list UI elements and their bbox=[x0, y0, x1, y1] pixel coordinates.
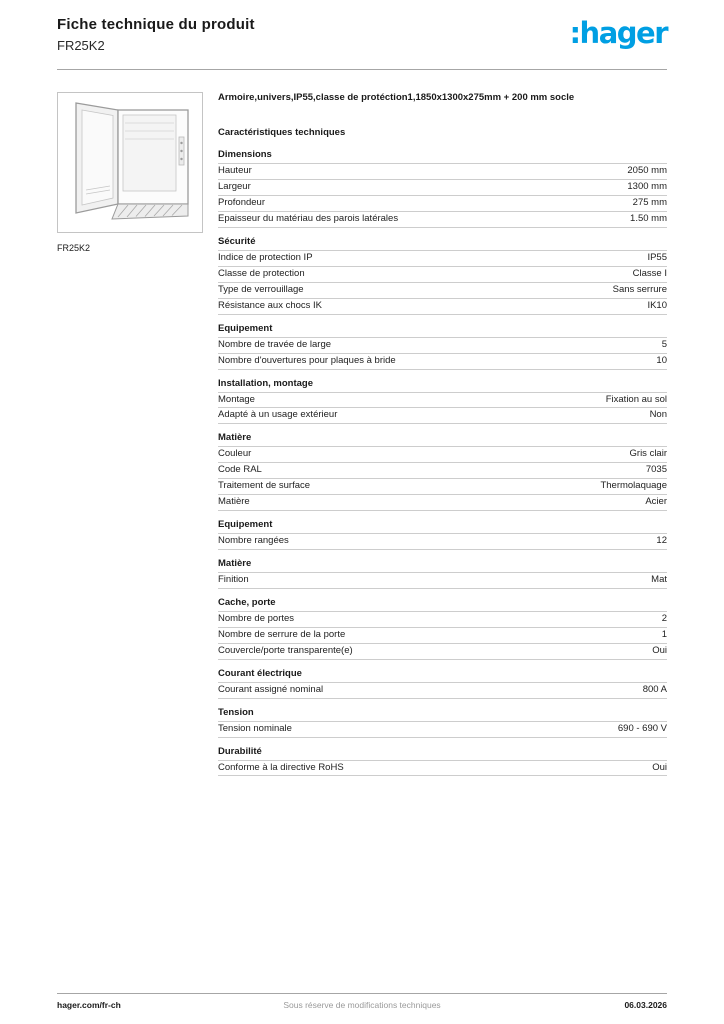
spec-label: Indice de protection IP bbox=[218, 252, 313, 264]
spec-label: Finition bbox=[218, 574, 249, 586]
spec-section-title: Sécurité bbox=[218, 236, 256, 248]
spec-value: 275 mm bbox=[632, 197, 667, 209]
spec-label: Type de verrouillage bbox=[218, 283, 304, 295]
spec-section bbox=[218, 519, 667, 550]
spec-table bbox=[218, 392, 667, 425]
spec-section-title: Courant électrique bbox=[218, 667, 302, 679]
spec-table bbox=[218, 250, 667, 315]
spec-row bbox=[218, 250, 667, 266]
page-title: Fiche technique du produit bbox=[57, 16, 255, 33]
spec-section bbox=[218, 597, 667, 660]
spec-row bbox=[218, 682, 667, 698]
spec-section-title: Matière bbox=[218, 558, 252, 570]
spec-table bbox=[218, 682, 667, 699]
spec-row bbox=[218, 163, 667, 179]
spec-section bbox=[218, 432, 667, 511]
spec-section-title: Matière bbox=[218, 432, 252, 444]
spec-value: 5 bbox=[661, 338, 667, 350]
spec-section-title: Cache, porte bbox=[218, 596, 276, 608]
spec-value: 7035 bbox=[645, 464, 667, 476]
spec-label: Couvercle/porte transparente(e) bbox=[218, 644, 353, 656]
spec-section-title: Dimensions bbox=[218, 149, 272, 161]
spec-section bbox=[218, 323, 667, 370]
spec-row bbox=[218, 533, 667, 549]
spec-table bbox=[218, 611, 667, 660]
spec-value: Classe I bbox=[632, 267, 667, 279]
product-image-caption: FR25K2 bbox=[57, 243, 91, 253]
spec-label: Matière bbox=[218, 496, 250, 508]
spec-section-title: Equipement bbox=[218, 519, 273, 531]
spec-label: Hauteur bbox=[218, 165, 252, 177]
spec-table bbox=[218, 337, 667, 370]
spec-value: 1 bbox=[661, 628, 667, 640]
spec-table bbox=[218, 760, 667, 777]
product-reference: FR25K2 bbox=[57, 38, 105, 53]
spec-row bbox=[218, 494, 667, 510]
spec-table bbox=[218, 163, 667, 228]
footer bbox=[57, 993, 667, 1010]
spec-value: Mat bbox=[651, 574, 667, 586]
spec-row bbox=[218, 282, 667, 298]
spec-label: Profondeur bbox=[218, 197, 266, 209]
spec-row bbox=[218, 266, 667, 282]
cabinet-drawing-icon bbox=[66, 101, 194, 225]
spec-section-title: Equipement bbox=[218, 322, 273, 334]
spec-section bbox=[218, 746, 667, 777]
specifications-column bbox=[218, 92, 667, 776]
spec-value: Non bbox=[649, 409, 667, 421]
spec-value: Gris clair bbox=[629, 448, 667, 460]
spec-row bbox=[218, 462, 667, 478]
spec-section bbox=[218, 378, 667, 425]
spec-row bbox=[218, 298, 667, 314]
main-content bbox=[57, 92, 667, 776]
spec-section-title: Tension bbox=[218, 706, 254, 718]
spec-value: 1.50 mm bbox=[630, 213, 667, 225]
spec-row bbox=[218, 721, 667, 737]
header-titles bbox=[57, 16, 255, 53]
spec-table bbox=[218, 721, 667, 738]
product-description: Armoire,univers,IP55,classe de protéction1,1850x1300x275mm + 200 mm socle bbox=[218, 92, 575, 103]
spec-row bbox=[218, 611, 667, 627]
spec-label: Traitement de surface bbox=[218, 480, 311, 492]
header bbox=[57, 16, 667, 70]
spec-section bbox=[218, 236, 667, 315]
spec-row bbox=[218, 627, 667, 643]
spec-label: Montage bbox=[218, 393, 255, 405]
product-image bbox=[57, 92, 203, 233]
spec-value: 2050 mm bbox=[627, 165, 667, 177]
spec-row bbox=[218, 643, 667, 659]
spec-value: 2 bbox=[661, 612, 667, 624]
spec-label: Couleur bbox=[218, 448, 252, 460]
spec-value: Sans serrure bbox=[612, 283, 667, 295]
spec-row bbox=[218, 478, 667, 494]
spec-value: Oui bbox=[652, 761, 667, 773]
spec-value: Acier bbox=[645, 496, 667, 508]
spec-section-title: Durabilité bbox=[218, 745, 262, 757]
spec-table bbox=[218, 572, 667, 589]
footer-disclaimer: Sous réserve de modifications techniques bbox=[283, 1000, 441, 1010]
spec-section bbox=[218, 707, 667, 738]
spec-row bbox=[218, 179, 667, 195]
spec-value: 12 bbox=[656, 535, 667, 547]
spec-value: 690 - 690 V bbox=[617, 722, 667, 734]
spec-label: Classe de protection bbox=[218, 267, 305, 279]
spec-section bbox=[218, 668, 667, 699]
spec-label: Nombre de travée de large bbox=[218, 338, 332, 350]
spec-value: Fixation au sol bbox=[605, 393, 667, 405]
spec-label: Nombre d'ouvertures pour plaques à bride bbox=[218, 354, 396, 366]
spec-label: Résistance aux chocs IK bbox=[218, 299, 323, 311]
spec-row bbox=[218, 353, 667, 369]
spec-value: Thermolaquage bbox=[600, 480, 667, 492]
spec-value: 1300 mm bbox=[627, 181, 667, 193]
spec-row bbox=[218, 195, 667, 211]
spec-row bbox=[218, 407, 667, 423]
spec-row bbox=[218, 211, 667, 227]
spec-label: Code RAL bbox=[218, 464, 262, 476]
spec-table bbox=[218, 446, 667, 511]
spec-row bbox=[218, 337, 667, 353]
product-image-column bbox=[57, 92, 218, 253]
spec-row bbox=[218, 572, 667, 588]
spec-label: Tension nominale bbox=[218, 722, 292, 734]
spec-label: Nombre de portes bbox=[218, 612, 295, 624]
spec-section-title: Installation, montage bbox=[218, 377, 314, 389]
characteristics-title: Caractéristiques techniques bbox=[218, 127, 346, 139]
spec-label: Epaisseur du matériau des parois latérales bbox=[218, 213, 399, 225]
spec-label: Nombre rangées bbox=[218, 535, 289, 547]
spec-label: Adapté à un usage extérieur bbox=[218, 409, 338, 421]
spec-row bbox=[218, 392, 667, 408]
spec-section bbox=[218, 149, 667, 228]
spec-label: Largeur bbox=[218, 181, 251, 193]
hager-logo: :hager bbox=[569, 16, 667, 50]
spec-value: Oui bbox=[652, 644, 667, 656]
spec-value: IK10 bbox=[647, 299, 667, 311]
spec-label: Courant assigné nominal bbox=[218, 683, 324, 695]
spec-value: IP55 bbox=[647, 252, 667, 264]
spec-row bbox=[218, 760, 667, 776]
footer-date: 06.03.2026 bbox=[624, 1000, 667, 1010]
spec-value: 10 bbox=[656, 354, 667, 366]
spec-row bbox=[218, 446, 667, 462]
footer-website: hager.com/fr-ch bbox=[57, 1000, 121, 1010]
spec-table bbox=[218, 533, 667, 550]
spec-sections bbox=[218, 149, 667, 776]
spec-value: 800 A bbox=[642, 683, 667, 695]
spec-label: Conforme à la directive RoHS bbox=[218, 761, 344, 773]
spec-label: Nombre de serrure de la porte bbox=[218, 628, 346, 640]
spec-section bbox=[218, 558, 667, 589]
